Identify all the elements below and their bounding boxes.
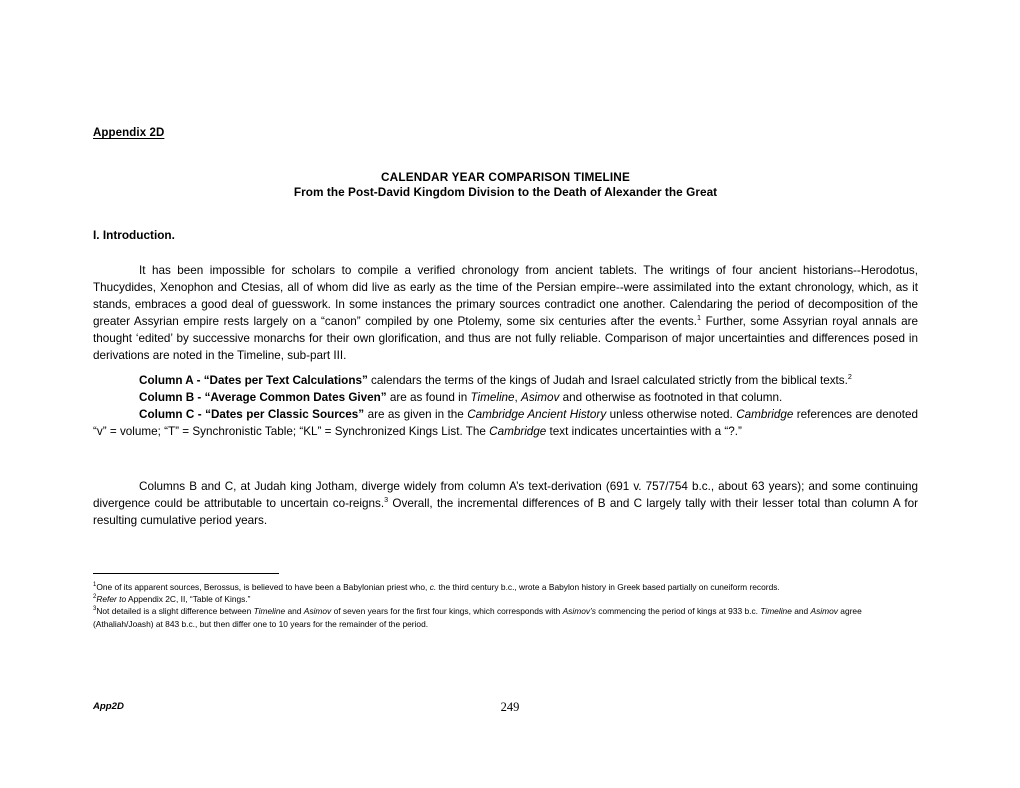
- column-c-text-4: text indicates uncertainties with a “?.”: [546, 425, 742, 439]
- footnote-text-part: Timeline: [760, 606, 792, 617]
- appendix-label-text: Appendix 2D: [93, 127, 165, 139]
- appendix-label: [93, 127, 164, 139]
- column-b-description: [93, 389, 918, 406]
- intro-paragraph-3: [93, 478, 918, 529]
- footnote-text-part: c.: [429, 582, 437, 592]
- footnote-ref-1[interactable]: 1: [697, 313, 702, 323]
- paragraph1-segment-1: It has been impossible for scholars to compile a verified chronology from ancient tablets. The writings of four ancient historians--Herodotus, Thucydides, Xenophon and Ctesias, all of whom did live as early as the time of the Persian empire--were assimilated into the extant chronology, which, as it stands, embraces a good deal of guesswork. In some instances the primary sources contradict one another. Calendaring the period of decomposition of the greater Assyrian empire rests largely on a “canon” compiled by one Ptolemy, some six centuries after the events.: [93, 264, 918, 329]
- section-heading-introduction: I. Introduction.: [93, 228, 175, 242]
- column-b-text-3: and otherwise as footnoted in that column.: [559, 391, 783, 405]
- column-a-text: calendars the terms of the kings of Judah and Israel calculated strictly from the biblical texts.: [367, 374, 848, 387]
- paragraph3-segment-1: Columns B and C, at Judah king Jotham, diverge widely from column A’s text-derivation (691 v. 757/754 b.c., about 63 years); and some continuing divergence could be attributable to uncertain co-reigns.: [93, 480, 918, 511]
- footnote-text-part: the third century b.c., wrote a Babylon history in Greek based partially on cuneiform records.: [436, 582, 780, 592]
- footnote-separator: [93, 573, 279, 574]
- footnote-text-part: and: [791, 606, 811, 617]
- document-title-block: [93, 170, 918, 200]
- column-c-text-3: references are denoted “v” = volume; “T” = Synchronistic Table; “KL” = Synchronized Kings List. The: [93, 408, 918, 439]
- paragraph-text: [93, 478, 918, 529]
- paragraph1-segment-2: Further, some Assyrian royal annals are thought ‘edited’ by successive monarchs for their own glorification, and thus are not fully reliable. Comparison of major uncertainties and differences posed in derivations are noted in the Timeline, sub-part III.: [93, 315, 919, 363]
- column-c-description: [93, 406, 918, 440]
- footnote-ref-2[interactable]: 2: [847, 372, 852, 382]
- column-c-text-1: are as given in the: [364, 408, 468, 422]
- column-c-italic-1: Cambridge Ancient History: [467, 408, 607, 422]
- footnote-text-part: of seven years for the first four kings, which corresponds with: [331, 606, 563, 617]
- page-number: 249: [500, 700, 520, 714]
- footnote-text-part: Refer to: [96, 594, 127, 605]
- footnote-item: [93, 605, 918, 629]
- column-b-text-2: ,: [514, 391, 522, 405]
- column-a-label: Column A - “Dates per Text Calculations”: [139, 374, 368, 387]
- footnote-marker: 2: [93, 594, 97, 601]
- intro-paragraph-1: [93, 262, 918, 365]
- footnote-text-part: One of its apparent sources, Berossus, is believed to have been a Babylonian priest who,: [96, 582, 430, 592]
- column-b-italic-1: Timeline: [470, 391, 515, 405]
- column-b-label: Column B - “Average Common Dates Given”: [139, 391, 387, 405]
- footnote-text-part: Asimov: [810, 606, 838, 617]
- footnote-marker: 1: [93, 582, 97, 589]
- footer-label: App2D: [93, 701, 124, 712]
- column-b-text-1: are as found in: [386, 391, 471, 405]
- footnote-text-part: Not detailed is a slight difference between: [96, 606, 254, 617]
- footnote-text-part: Timeline: [253, 606, 286, 617]
- footnote-text-part: and: [285, 606, 304, 617]
- footnote-text-part: Appendix 2C, II, “Table of Kings.”: [126, 594, 251, 605]
- column-b-italic-2: Asimov: [521, 391, 560, 405]
- footnote-text-part: agree (Athaliah/Joash) at 843 b.c., but then differ one to 10 years for the remainder of the period.: [93, 606, 862, 629]
- footnotes-section: [93, 581, 918, 630]
- footnote-text-part: Asimov’s: [562, 606, 596, 617]
- footnote-item: [93, 593, 918, 605]
- paragraph3-segment-2: Overall, the incremental differences of B and C largely tally with their lesser total than column A for resulting cumulative period years.: [93, 497, 918, 528]
- column-c-italic-3: Cambridge: [489, 425, 547, 439]
- column-c-label: Column C - “Dates per Classic Sources”: [139, 408, 365, 422]
- footnote-text-part: commencing the period of kings at 933 b.c.: [595, 606, 761, 617]
- column-descriptions: [93, 372, 918, 440]
- column-c-text-2: unless otherwise noted.: [606, 408, 737, 422]
- column-a-description: [93, 372, 918, 389]
- paragraph-text: [93, 262, 918, 365]
- footnote-marker: 3: [93, 606, 97, 613]
- footnote-item: [93, 581, 918, 593]
- footnote-ref-3[interactable]: 3: [384, 495, 389, 505]
- page-title: CALENDAR YEAR COMPARISON TIMELINE: [381, 170, 630, 184]
- page-subtitle: From the Post-David Kingdom Division to the Death of Alexander the Great: [293, 185, 718, 199]
- column-c-italic-2: Cambridge: [736, 408, 794, 422]
- footnote-text-part: Asimov: [303, 606, 332, 617]
